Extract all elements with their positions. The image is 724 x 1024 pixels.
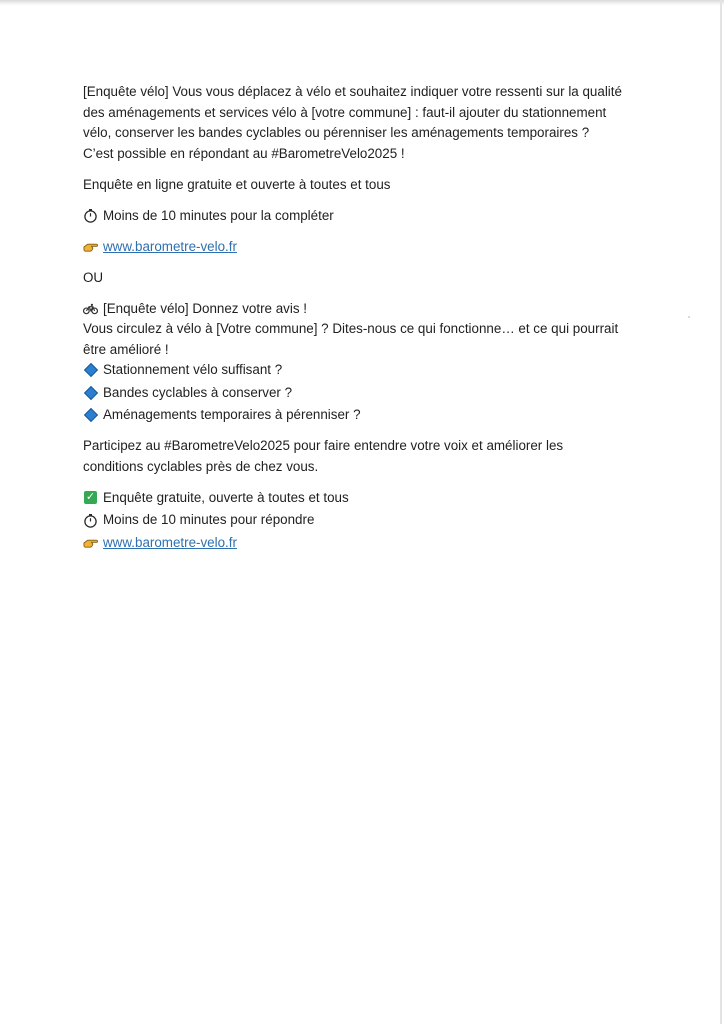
intro-paragraph: [Enquête vélo] Vous vous déplacez à vélo et souhaitez indiquer votre ressenti sur la qualité des aménagements et services vélo à [votre commune] : faut-il ajouter du stationnement vélo, conserver les bandes cyclables ou pérenniser les aménagements temporaires ? C’est possible en répondant au #BarometreVelo2025 ! <box>83 84 622 161</box>
scan-top-edge <box>0 0 724 6</box>
free-line <box>83 488 623 509</box>
check-mark-icon: ✓ <box>85 491 96 504</box>
scan-right-edge <box>720 0 722 1024</box>
bullet-item <box>83 383 623 404</box>
cta-paragraph: Participez au #BarometreVelo2025 pour faire entendre votre voix et améliorer les conditions cyclables près de chez vous. <box>83 438 564 474</box>
pointing-hand-icon <box>83 535 98 550</box>
bullet-text: Stationnement vélo suffisant ? <box>103 362 283 377</box>
free-text: Enquête gratuite, ouverte à toutes et tous <box>103 489 349 505</box>
barometre-link[interactable]: www.barometre-velo.fr <box>103 238 237 254</box>
duration-text-2: Moins de 10 minutes pour répondre <box>103 512 315 527</box>
bullet-item <box>83 405 623 426</box>
survey-heading: [Enquête vélo] Donnez votre avis ! <box>103 300 307 316</box>
pointing-hand-icon <box>83 239 98 254</box>
survey-info: Enquête en ligne gratuite et ouverte à toutes et tous <box>83 176 391 192</box>
survey-intro: Vous circulez à vélo à [Votre commune] ? Dites-nous ce qui fonctionne… et ce qui pourrait être amélioré ! <box>83 321 619 357</box>
stopwatch-icon <box>83 208 98 223</box>
duration-line-2 <box>83 510 623 531</box>
stopwatch-icon <box>83 513 98 528</box>
heading-line <box>83 299 623 320</box>
bullet-text: Bandes cyclables à conserver ? <box>103 384 293 400</box>
barometre-link-2[interactable]: www.barometre-velo.fr <box>103 534 237 550</box>
blue-diamond-icon <box>83 385 98 400</box>
bullet-text: Aménagements temporaires à pérenniser ? <box>103 407 361 422</box>
duration-text: Moins de 10 minutes pour la compléter <box>103 207 334 223</box>
scan-speck <box>688 316 690 318</box>
link-line <box>83 237 623 258</box>
separator-or: OU <box>83 269 104 285</box>
link-line-2 <box>83 533 623 554</box>
duration-line <box>83 206 623 227</box>
blue-diamond-icon <box>83 408 98 423</box>
document-body <box>83 82 623 553</box>
bullet-item <box>83 360 623 381</box>
blue-diamond-icon <box>83 363 98 378</box>
bicycle-icon <box>83 301 98 316</box>
